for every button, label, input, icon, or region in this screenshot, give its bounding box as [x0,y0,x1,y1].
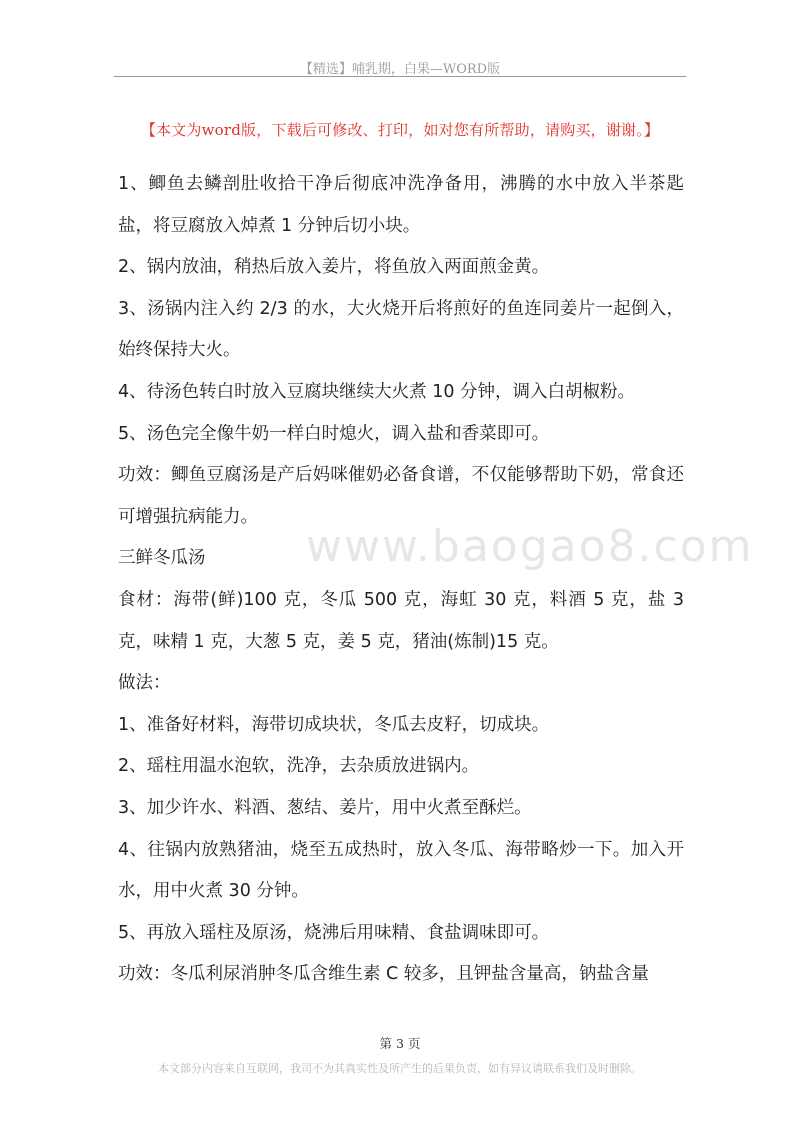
document-body [118,164,684,996]
paragraph-method-1: 1、准备好材料，海带切成块状，冬瓜去皮籽，切成块。 [118,714,550,735]
paragraph-step-2: 2、锅内放油，稍热后放入姜片，将鱼放入两面煎金黄。 [118,257,550,278]
paragraph-step-5: 5、汤色完全像牛奶一样白时熄火，调入盐和香菜即可。 [118,423,550,444]
paragraph-method-2: 2、瑶柱用温水泡软，洗净，去杂质放进锅内。 [118,756,480,777]
paragraph-effect-1: 功效：鲫鱼豆腐汤是产后妈咪催奶必备食谱，不仅能够帮助下奶，常食还可增强抗病能力。 [118,465,684,527]
recipe-title: 三鲜冬瓜汤 [118,548,206,569]
paragraph-step-4: 4、待汤色转白时放入豆腐块继续大火煮 10 分钟，调入白胡椒粉。 [118,381,636,402]
method-heading: 做法： [118,673,171,694]
page-number: 第 3 页 [379,1036,421,1051]
paragraph-method-3: 3、加少许水、料酒、葱结、姜片，用中火煮至酥烂。 [118,797,532,818]
paragraph-method-5: 5、再放入瑶柱及原汤，烧沸后用味精、食盐调味即可。 [118,922,550,943]
site-watermark: www.baogao8.com [306,521,754,572]
header-title: 【精选】哺乳期，白果—WORD版 [299,62,501,77]
paragraph-step-3: 3、汤锅内注入约 2/3 的水，大火烧开后将煎好的鱼连同姜片一起倒入，始终保持大火。 [118,298,684,361]
paragraph-step-1: 1、鲫鱼去鳞剖肚收拾干净后彻底冲洗净备用，沸腾的水中放入半茶匙盐，将豆腐放入焯煮 1 分钟后切小块。 [118,174,684,236]
header-divider [114,76,686,77]
paragraph-effect-2: 功效：冬瓜利尿消肿冬瓜含维生素 C 较多，且钾盐含量高，钠盐含量 [118,964,649,985]
footer-disclaimer: 本文部分内容来自互联网，我司不为其真实性及所产生的后果负责，如有异议请联系我们及时删除。 [158,1062,642,1075]
download-notice: 【本文为word版，下载后可修改、打印，如对您有所帮助，请购买，谢谢。】 [140,121,660,139]
paragraph-ingredients: 食材：海带(鲜)100 克，冬瓜 500 克，海虹 30 克，料酒 5 克，盐 3 克，味精 1 克，大葱 5 克，姜 5 克，猪油(炼制)15 克。 [118,589,684,652]
paragraph-method-4: 4、往锅内放熟猪油，烧至五成热时，放入冬瓜、海带略炒一下。加入开水，用中火煮 30 分钟。 [118,839,684,902]
